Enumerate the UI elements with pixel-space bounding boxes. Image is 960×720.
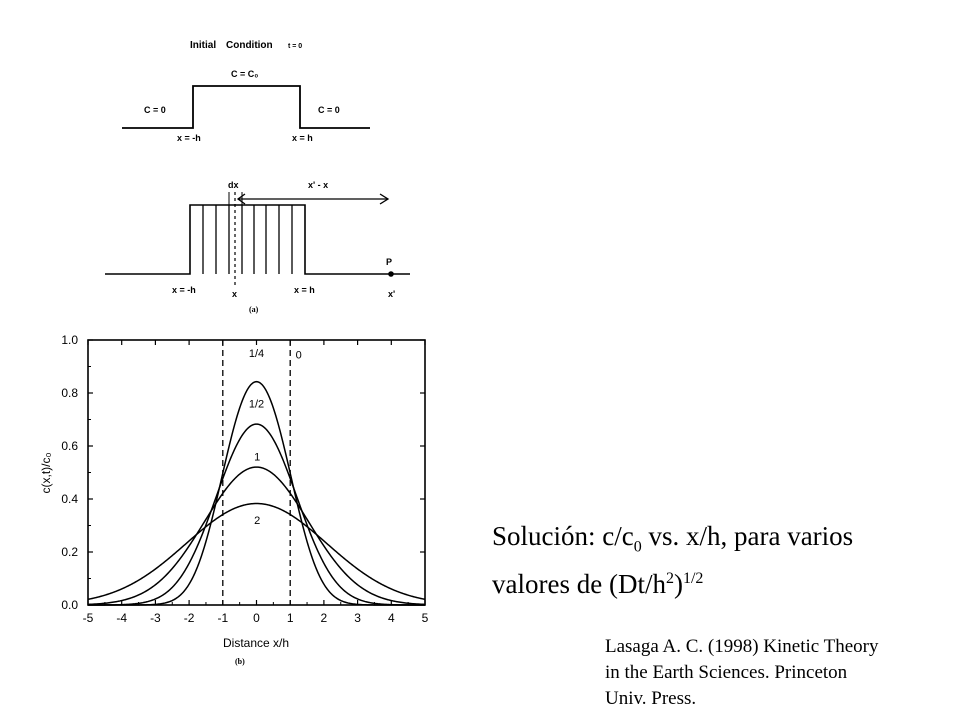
- label-c-zero-left: C = 0: [144, 105, 166, 115]
- label-xprime: x': [388, 289, 396, 299]
- x-tick-label: 2: [320, 611, 328, 625]
- x-tick-label: 1: [286, 611, 294, 625]
- caption-line-2-sup-2: 1/2: [682, 570, 704, 588]
- y-tick-label: 0.0: [61, 598, 78, 612]
- x-tick-label: 0: [253, 611, 260, 625]
- chart-series: [88, 340, 425, 605]
- panel-label-b: (b): [235, 657, 245, 666]
- y-tick-label: 0.2: [61, 545, 78, 559]
- y-tick-label: 1.0: [61, 333, 78, 347]
- caption-line-2: [492, 563, 952, 600]
- chart-plot-frame: [88, 340, 425, 605]
- label-dx: dx: [228, 180, 239, 190]
- point-p-marker: [388, 271, 394, 277]
- x-tick-label: -2: [183, 611, 195, 625]
- title-condition: Condition: [226, 40, 273, 51]
- chart-tick-labels: [61, 333, 428, 625]
- series-line-3: [88, 467, 425, 604]
- label-x2-minus-h: x = -h: [172, 285, 196, 295]
- chart-ticks: [88, 340, 425, 605]
- chart-b: [39, 333, 429, 666]
- series-label: 1: [254, 451, 261, 464]
- label-x2-h: x = h: [294, 285, 315, 295]
- caption: [492, 520, 952, 600]
- label-c-zero-right: C = 0: [318, 105, 340, 115]
- panel-label-a: (a): [249, 305, 259, 314]
- reference-line-1: Lasaga A. C. (1998) Kinetic Theory: [605, 636, 879, 657]
- chart-x-axis-label: Distance x/h: [222, 636, 290, 650]
- reference: [605, 634, 960, 712]
- label-p: P: [386, 257, 393, 267]
- series-label: 1/2: [248, 398, 265, 411]
- slice-lines: [203, 205, 292, 274]
- series-line-1: [88, 382, 425, 605]
- caption-line-2-b: ): [673, 569, 683, 600]
- chart-y-axis-label: c(x,t)/c₀: [39, 452, 53, 494]
- caption-line-2-a: valores de (Dt/h: [492, 569, 666, 600]
- x-tick-label: 4: [387, 611, 395, 625]
- x-tick-label: -5: [82, 611, 94, 625]
- label-x: x: [232, 289, 238, 299]
- caption-line-1-a: Solución: c/c: [492, 521, 634, 551]
- series-label: 2: [254, 515, 261, 528]
- chart-series-labels: [249, 348, 302, 527]
- y-tick-label: 0.4: [61, 492, 78, 506]
- caption-line-2-sup-1: 2: [665, 570, 674, 588]
- title-initial: Initial: [190, 40, 217, 51]
- y-tick-label: 0.6: [61, 439, 78, 453]
- slice-diagram: [105, 192, 410, 288]
- label-x-h: x = h: [292, 133, 313, 143]
- series-label: 1/4: [248, 348, 265, 361]
- label-x-minus-h: x = -h: [177, 133, 201, 143]
- series-label: 0: [295, 349, 302, 362]
- x-tick-label: -1: [217, 611, 229, 625]
- caption-line-1: [492, 520, 952, 563]
- y-tick-label: 0.8: [61, 386, 78, 400]
- x-tick-label: -3: [150, 611, 161, 625]
- label-c-equals-co: C = C₀: [231, 69, 259, 79]
- reference-line-2: in the Earth Sciences. Princeton: [605, 662, 848, 683]
- x-tick-label: 3: [354, 611, 361, 625]
- reference-line-3: Univ. Press.: [605, 688, 697, 709]
- x-tick-label: -4: [116, 611, 128, 625]
- slice-profile: [105, 205, 410, 274]
- title-time: t = 0: [288, 43, 303, 50]
- caption-line-1-b: vs. x/h, para varios: [641, 521, 854, 551]
- label-xprime-minus-x: x' - x: [308, 180, 329, 190]
- x-tick-label: 5: [421, 611, 429, 625]
- caption-line-1-subscript: 0: [633, 538, 642, 556]
